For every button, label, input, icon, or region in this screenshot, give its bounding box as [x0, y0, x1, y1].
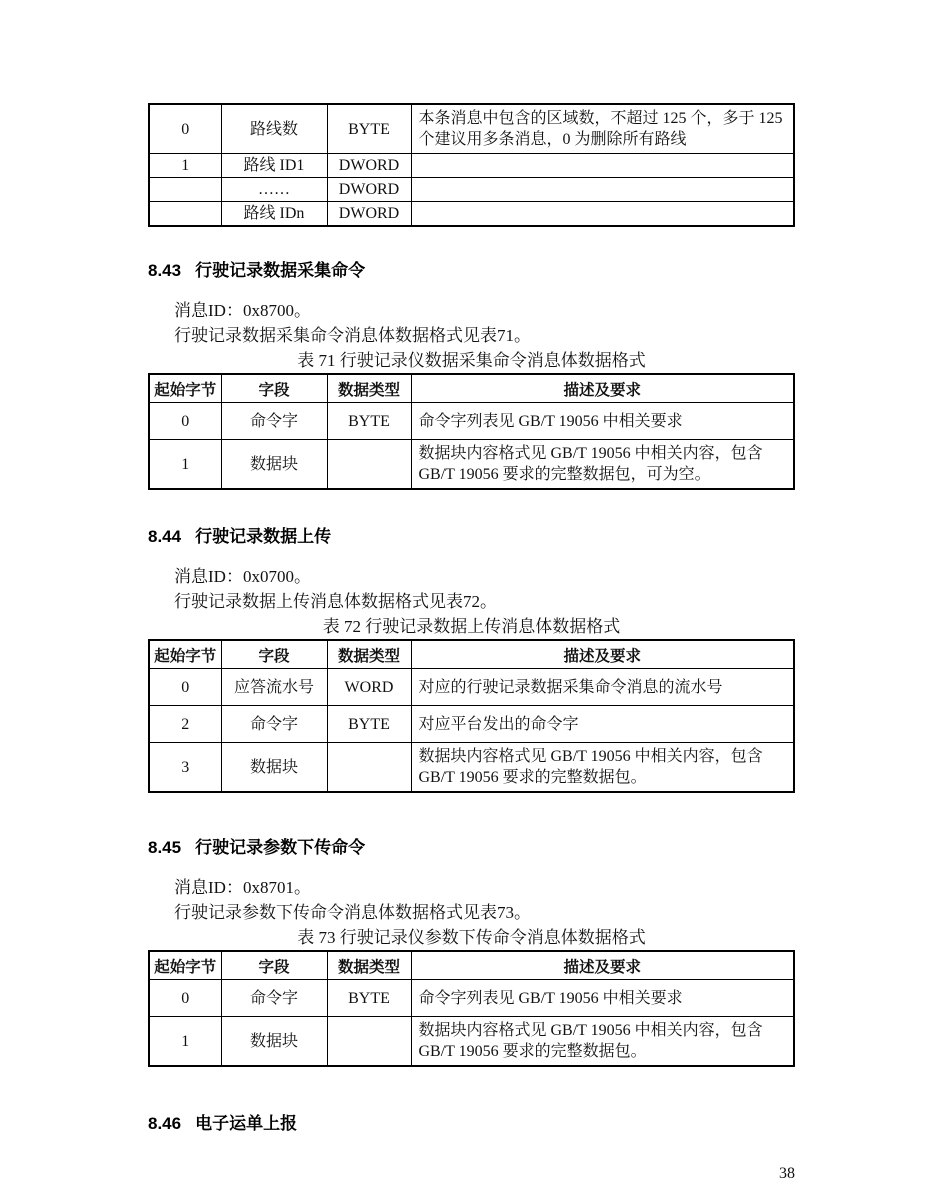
- cell-field: 数据块: [221, 1017, 327, 1067]
- section-number: 8.44: [148, 527, 182, 546]
- header-field: 字段: [221, 374, 327, 403]
- table-header-row: [149, 374, 794, 403]
- cell-data-type: DWORD: [327, 154, 411, 178]
- document-content: [148, 103, 795, 1183]
- cell-start-byte: 1: [149, 1017, 221, 1067]
- cell-data-type: WORD: [327, 669, 411, 706]
- table-row: [149, 403, 794, 440]
- cell-start-byte: 3: [149, 743, 221, 793]
- cell-data-type: DWORD: [327, 202, 411, 227]
- cell-start-byte: [149, 202, 221, 227]
- cell-start-byte: 1: [149, 440, 221, 490]
- table-row: [149, 1017, 794, 1067]
- header-start-byte: 起始字节: [149, 640, 221, 669]
- table-row: [149, 706, 794, 743]
- cell-data-type: BYTE: [327, 706, 411, 743]
- cell-start-byte: 0: [149, 104, 221, 154]
- section-8-43: [148, 260, 795, 490]
- table-73: [148, 950, 795, 1067]
- cell-start-byte: [149, 178, 221, 202]
- section-heading: [148, 1113, 795, 1135]
- cell-field: 数据块: [221, 440, 327, 490]
- cell-data-type: BYTE: [327, 403, 411, 440]
- cell-field: 路线 IDn: [221, 202, 327, 227]
- cell-data-type: [327, 1017, 411, 1067]
- section-number: 8.46: [148, 1114, 182, 1133]
- section-number: 8.43: [148, 261, 182, 280]
- header-description: 描述及要求: [411, 640, 794, 669]
- table-header-row: [149, 951, 794, 980]
- cell-field: 路线数: [221, 104, 327, 154]
- section-8-46: [148, 1113, 795, 1135]
- cell-field: 路线 ID1: [221, 154, 327, 178]
- cell-description: 对应的行驶记录数据采集命令消息的流水号: [411, 669, 794, 706]
- cell-start-byte: 1: [149, 154, 221, 178]
- table-row: [149, 669, 794, 706]
- cell-field: 应答流水号: [221, 669, 327, 706]
- table-header-row: [149, 640, 794, 669]
- message-id-line: 消息ID：0x0700。: [174, 567, 311, 586]
- cell-field: 命令字: [221, 980, 327, 1017]
- format-ref-line: 行驶记录数据采集命令消息体数据格式见表71。: [174, 326, 531, 345]
- cell-description: [411, 178, 794, 202]
- table-row: [149, 980, 794, 1017]
- cell-description: [411, 202, 794, 227]
- route-id-table: [148, 103, 795, 227]
- format-ref-line: 行驶记录数据上传消息体数据格式见表72。: [174, 592, 497, 611]
- table-row: [149, 154, 794, 178]
- cell-data-type: BYTE: [327, 104, 411, 154]
- cell-description: 命令字列表见 GB/T 19056 中相关要求: [411, 403, 794, 440]
- table-row: [149, 178, 794, 202]
- cell-start-byte: 0: [149, 980, 221, 1017]
- table-caption: 表 73 行驶记录仪参数下传命令消息体数据格式: [297, 928, 646, 947]
- cell-description: 数据块内容格式见 GB/T 19056 中相关内容，包含 GB/T 19056 要求的完整数据包。: [411, 1017, 794, 1067]
- cell-description: 本条消息中包含的区域数，不超过 125 个，多于 125 个建议用多条消息，0 为删除所有路线: [411, 104, 794, 154]
- section-title: 行驶记录数据采集命令: [195, 261, 366, 280]
- cell-description: 数据块内容格式见 GB/T 19056 中相关内容，包含 GB/T 19056 要求的完整数据包，可为空。: [411, 440, 794, 490]
- cell-description: 数据块内容格式见 GB/T 19056 中相关内容，包含 GB/T 19056 要求的完整数据包。: [411, 743, 794, 793]
- section-heading: [148, 260, 795, 282]
- cell-description: [411, 154, 794, 178]
- section-number: 8.45: [148, 838, 182, 857]
- message-id-line: 消息ID：0x8700。: [174, 301, 311, 320]
- header-data-type: 数据类型: [327, 374, 411, 403]
- cell-field: 数据块: [221, 743, 327, 793]
- section-heading: [148, 526, 795, 548]
- header-description: 描述及要求: [411, 951, 794, 980]
- page-number: 38: [779, 1165, 795, 1182]
- table-row: [149, 743, 794, 793]
- table-row: [149, 104, 794, 154]
- section-8-45: [148, 837, 795, 1067]
- table-caption: 表 72 行驶记录数据上传消息体数据格式: [322, 617, 621, 636]
- header-description: 描述及要求: [411, 374, 794, 403]
- section-title: 行驶记录参数下传命令: [195, 838, 366, 857]
- table-caption: 表 71 行驶记录仪数据采集命令消息体数据格式: [297, 351, 646, 370]
- header-data-type: 数据类型: [327, 640, 411, 669]
- header-start-byte: 起始字节: [149, 374, 221, 403]
- table-72: [148, 639, 795, 793]
- section-title: 行驶记录数据上传: [195, 527, 332, 546]
- cell-data-type: DWORD: [327, 178, 411, 202]
- section-title: 电子运单上报: [195, 1114, 298, 1133]
- cell-start-byte: 2: [149, 706, 221, 743]
- section-8-44: [148, 526, 795, 793]
- table-row: [149, 202, 794, 227]
- table-71: [148, 373, 795, 490]
- cell-field: 命令字: [221, 403, 327, 440]
- cell-description: 命令字列表见 GB/T 19056 中相关要求: [411, 980, 794, 1017]
- cell-description: 对应平台发出的命令字: [411, 706, 794, 743]
- header-field: 字段: [221, 951, 327, 980]
- cell-field: 命令字: [221, 706, 327, 743]
- header-data-type: 数据类型: [327, 951, 411, 980]
- cell-field: ……: [221, 178, 327, 202]
- table-row: [149, 440, 794, 490]
- cell-data-type: [327, 743, 411, 793]
- format-ref-line: 行驶记录参数下传命令消息体数据格式见表73。: [174, 903, 531, 922]
- cell-data-type: BYTE: [327, 980, 411, 1017]
- cell-start-byte: 0: [149, 403, 221, 440]
- header-field: 字段: [221, 640, 327, 669]
- cell-data-type: [327, 440, 411, 490]
- message-id-line: 消息ID：0x8701。: [174, 878, 311, 897]
- cell-start-byte: 0: [149, 669, 221, 706]
- section-heading: [148, 837, 795, 859]
- header-start-byte: 起始字节: [149, 951, 221, 980]
